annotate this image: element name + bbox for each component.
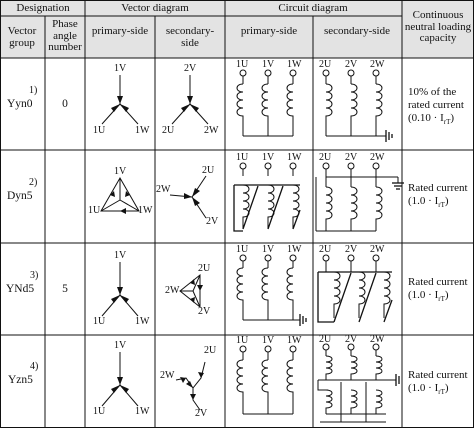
circuit-label-1u: 1U [236,244,249,255]
circuit-label-1w: 1W [287,335,302,346]
vector-primary-yzn5 [102,352,138,406]
circuit-primary-yyn0 [237,70,296,136]
footnote-2: 2) [29,177,38,188]
vector-primary-yyn0 [102,75,138,124]
vector-secondary-ynd5 [180,275,203,307]
circuit-label-2w: 2W [370,244,385,255]
circuit-label-1v: 1V [262,152,275,163]
circuit-secondary-yzn5 [318,344,399,422]
header-circuit-primary: primary-side [240,25,298,37]
circuit-secondary-ynd5 [318,255,392,322]
footnote-4: 4) [30,361,39,372]
label-2u: 2U [162,125,175,136]
label-2u: 2U [202,165,215,176]
circuit-label-2v: 2V [345,244,358,255]
label-2w: 2W [165,285,180,296]
label-1w: 1W [135,406,150,417]
circuit-label-2u: 2U [319,244,332,255]
label-1u: 1U [93,316,106,327]
label-1v: 1V [114,166,127,177]
label-1u: 1U [93,406,106,417]
footnote-3: 3) [30,270,39,281]
vector-primary-dyn5 [101,178,139,214]
label-1w: 1W [138,205,153,216]
circuit-label-1u: 1U [236,59,249,70]
capacity-row1-line2: rated current [408,99,464,111]
label-2u: 2U [198,263,211,274]
circuit-label-2v: 2V [345,152,358,163]
circuit-secondary-yyn0 [323,70,392,142]
capacity-row1-line1: 10% of the [408,86,457,98]
vector-primary-ynd5 [102,262,138,316]
header-vector-diagram: Vector diagram [121,2,189,14]
phase-5: 5 [62,283,68,295]
capacity-row4-line1: Rated current [408,369,468,381]
header-designation: Designation [16,2,70,14]
circuit-label-1u: 1U [236,335,249,346]
label-2v: 2V [195,408,208,419]
header-circuit-diagram: Circuit diagram [278,2,348,14]
circuit-label-1v: 1V [262,59,275,70]
circuit-primary-dyn5 [234,163,300,231]
circuit-primary-yzn5 [237,346,296,414]
capacity-row3-line1: Rated current [408,276,468,288]
circuit-label-2w: 2W [370,59,385,70]
circuit-label-1w: 1W [287,244,302,255]
label-2w: 2W [160,370,175,381]
circuit-label-1w: 1W [287,152,302,163]
capacity-row4-line2: $(1.0 \cdot I_{rT})$ [408,382,449,397]
label-1w: 1W [135,316,150,327]
circuit-label-1w: 1W [287,59,302,70]
circuit-primary-ynd5 [237,255,306,326]
circuit-label-2u: 2U [319,334,332,345]
label-2u: 2U [204,345,217,356]
header-capacity: Continuous neutral loading capacity [404,9,472,45]
label-1u: 1U [88,205,101,216]
label-2v: 2V [184,63,197,74]
capacity-row2-line1: Rated current [408,182,468,194]
circuit-label-2w: 2W [370,334,385,345]
circuit-label-2u: 2U [319,59,332,70]
group-yyn0: Yyn0 [7,98,33,110]
label-1w: 1W [135,125,150,136]
vector-secondary-yyn0 [172,75,208,124]
header-vector-secondary: secondary-side [165,25,215,49]
circuit-label-1u: 1U [236,152,249,163]
header-vector-group: Vector group [7,25,37,49]
vector-secondary-dyn5 [170,176,206,218]
label-1u: 1U [93,125,106,136]
label-2w: 2W [204,125,219,136]
label-1v: 1V [114,250,127,261]
circuit-label-2v: 2V [345,334,358,345]
label-2v: 2V [206,216,219,227]
label-1v: 1V [114,340,127,351]
header-vector-primary: primary-side [91,25,149,37]
circuit-label-1v: 1V [262,335,275,346]
circuit-label-2u: 2U [319,152,332,163]
circuit-label-2v: 2V [345,59,358,70]
label-2v: 2V [198,306,211,317]
footnote-1: 1) [29,85,38,96]
capacity-row3-line2: $(1.0 \cdot I_{rT})$ [408,289,449,304]
group-dyn5: Dyn5 [7,190,33,202]
circuit-label-2w: 2W [370,152,385,163]
circuit-secondary-dyn5 [316,163,404,231]
phase-0: 0 [62,98,68,110]
capacity-row1-line3: $(0.10 \cdot I_{rT})$ [408,112,455,127]
circuit-label-1v: 1V [262,244,275,255]
header-phase-angle: Phase angle number [48,18,82,54]
group-yzn5: Yzn5 [8,374,33,386]
group-ynd5: YNd5 [6,283,35,295]
header-circuit-secondary: secondary-side [324,25,390,37]
capacity-row2-line2: $(1.0 \cdot I_{rT})$ [408,195,449,210]
label-2w: 2W [156,184,171,195]
vector-secondary-yzn5 [176,362,205,410]
label-1v: 1V [114,63,127,74]
